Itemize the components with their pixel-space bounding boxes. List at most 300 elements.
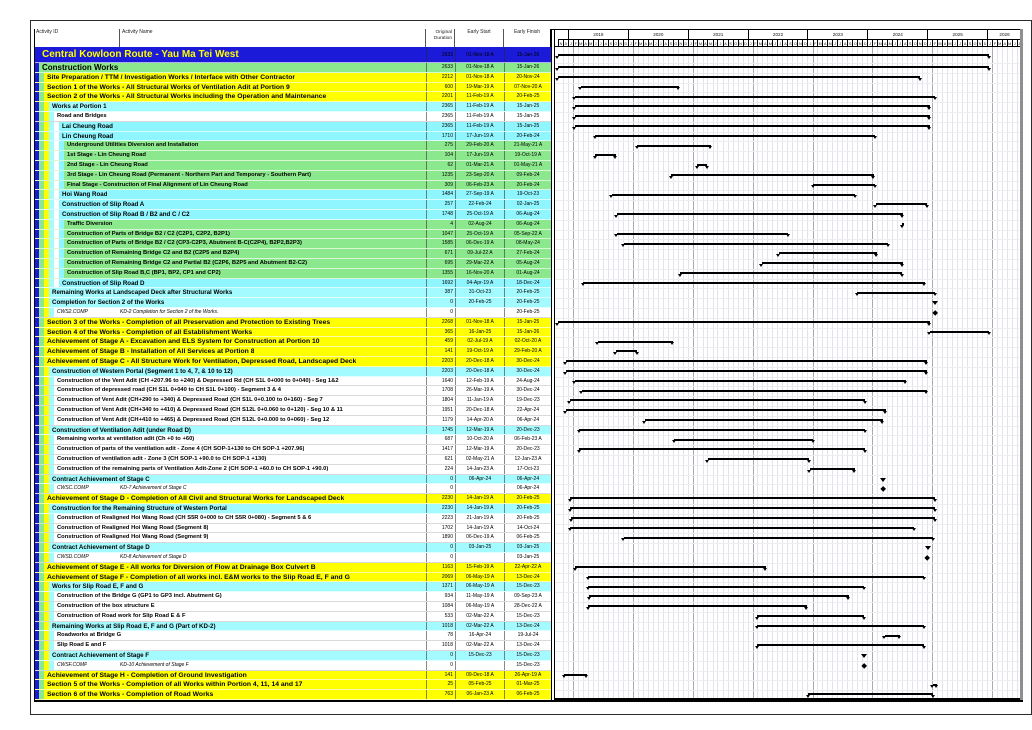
gantt-bar[interactable]	[566, 360, 927, 362]
timescale-month-label: D	[982, 39, 987, 48]
bar-start-tick	[581, 283, 585, 286]
grid-line-month	[892, 47, 893, 698]
grid-line-month	[967, 47, 968, 698]
grid-line-month	[852, 47, 853, 698]
early-finish: 06-Aug-24	[504, 210, 551, 219]
row-separator-line	[555, 386, 1020, 387]
table-row[interactable]	[34, 83, 551, 93]
timescale-month-label: N	[917, 39, 922, 48]
bar-start-tick	[563, 411, 567, 414]
wbs-level-band	[54, 210, 59, 219]
gantt-bar[interactable]	[588, 576, 924, 578]
original-duration: 2201	[426, 92, 455, 101]
table-row[interactable]	[34, 396, 551, 406]
early-finish: 01-Mar-25	[504, 680, 551, 689]
bar-finish-tick	[987, 332, 991, 335]
gantt-bar[interactable]	[575, 105, 930, 107]
timescale-month-label: J	[987, 39, 992, 48]
table-row[interactable]	[34, 435, 551, 445]
early-finish: 03-Jan-25	[504, 553, 551, 562]
early-finish: 19-Jul-24	[504, 631, 551, 640]
milestone-diamond-marker[interactable]	[924, 555, 930, 561]
gantt-bar[interactable]	[857, 292, 935, 294]
early-start: 25-Oct-19 A	[455, 210, 504, 219]
timescale-month-label: A	[762, 39, 767, 48]
wbs-name: Construction of Vent Adit (CH+290 to +340) & Depressed Road (CH S1L 0+0.100 to 0+160) - Seg 7	[57, 397, 323, 404]
gantt-bar[interactable]	[575, 125, 930, 127]
early-finish: 20-Feb-25	[504, 504, 551, 513]
table-row[interactable]	[34, 122, 551, 132]
gantt-bar[interactable]	[757, 644, 924, 646]
grid-line-month	[613, 47, 614, 698]
table-row[interactable]	[34, 553, 551, 563]
wbs-level-band	[39, 690, 44, 699]
table-row[interactable]	[34, 671, 551, 681]
table-row[interactable]	[34, 161, 551, 171]
gantt-bar[interactable]	[612, 194, 855, 196]
timescale[interactable]	[554, 29, 1023, 47]
gantt-bar[interactable]	[708, 458, 810, 460]
table-bottom-border	[34, 700, 1023, 702]
timescale-month-label: J	[713, 39, 718, 48]
early-finish: 30-Dec-24	[504, 367, 551, 376]
table-row[interactable]	[34, 337, 551, 347]
bar-start-tick	[555, 323, 559, 326]
wbs-level-band	[39, 680, 44, 689]
row-separator-line	[555, 631, 1020, 632]
table-row[interactable]	[34, 288, 551, 298]
bar-start-tick	[555, 68, 559, 71]
wbs-name: Section 1 of the Works - All Structural Works of Ventilation Adit at Portion 9	[47, 83, 290, 91]
row-separator-line	[555, 102, 1020, 103]
grid-line-month	[957, 47, 958, 698]
table-row[interactable]	[34, 475, 551, 485]
wbs-level-band	[39, 573, 44, 582]
table-row[interactable]	[34, 328, 551, 338]
grid-line-month	[977, 47, 978, 698]
row-separator-line	[555, 661, 1020, 662]
gantt-bar[interactable]	[779, 252, 877, 254]
gantt-bar[interactable]	[583, 282, 925, 284]
table-row[interactable]	[34, 661, 551, 671]
early-start: 06-May-19 A	[455, 582, 504, 591]
gantt-bar[interactable]	[674, 439, 813, 441]
table-row[interactable]	[34, 690, 551, 700]
gantt-bar[interactable]	[570, 399, 866, 401]
gantt-bar[interactable]	[757, 615, 864, 617]
table-row[interactable]	[34, 367, 551, 377]
bar-finish-tick	[987, 56, 991, 59]
table-row[interactable]	[34, 563, 551, 573]
timescale-month-label: F	[633, 39, 638, 48]
table-row[interactable]	[34, 592, 551, 602]
gantt-bar[interactable]	[680, 272, 902, 274]
gantt-bar[interactable]	[588, 586, 864, 588]
original-duration: 695	[426, 259, 455, 268]
table-row[interactable]	[34, 190, 551, 200]
bar-finish-tick	[853, 195, 857, 198]
table-row[interactable]	[34, 465, 551, 475]
grid-line-month	[1002, 47, 1003, 698]
original-duration: 257	[426, 200, 455, 209]
bar-start-tick	[577, 430, 581, 433]
table-right-border	[551, 29, 552, 700]
bar-start-tick	[572, 107, 576, 110]
early-finish: 02-Jan-25	[504, 200, 551, 209]
wbs-name: Construction of Slip Road B,C (BP1, BP2, CP1 and CP2)	[67, 269, 221, 276]
original-duration: 1235	[426, 171, 455, 180]
timescale-month-label: J	[777, 39, 782, 48]
gantt-bar[interactable]	[575, 380, 906, 382]
early-start: 21-Jan-19 A	[455, 514, 504, 523]
row-separator-line	[555, 83, 1020, 84]
early-start: 06-Jan-23 A	[455, 690, 504, 699]
early-finish: 28-Dec-22 A	[504, 602, 551, 611]
original-duration: 141	[426, 347, 455, 356]
gantt-bar[interactable]	[813, 184, 875, 186]
bar-finish-tick	[883, 411, 887, 414]
table-row[interactable]	[34, 298, 551, 308]
column-header-activity-id[interactable]: Activity ID	[34, 29, 120, 47]
bar-start-tick	[927, 332, 931, 335]
original-duration: 2223	[426, 514, 455, 523]
bar-start-tick	[695, 166, 699, 169]
table-row[interactable]	[34, 494, 551, 504]
milestone-triangle-marker[interactable]	[880, 478, 886, 482]
wbs-name: Completion for Section 2 of the Works	[52, 299, 165, 307]
row-separator-line	[555, 514, 1020, 515]
gantt-bar[interactable]	[617, 233, 788, 235]
table-row[interactable]	[34, 680, 551, 690]
wbs-level-band	[49, 445, 54, 454]
bar-finish-tick	[862, 587, 866, 590]
grid-line-month	[583, 47, 584, 698]
gantt-bar[interactable]	[930, 331, 990, 333]
original-duration: 309	[426, 181, 455, 190]
early-start: 31-Oct-23	[455, 288, 504, 297]
table-row[interactable]	[34, 92, 551, 102]
table-row[interactable]	[34, 386, 551, 396]
early-start: 01-Nov-18 A	[455, 47, 504, 62]
gantt-bar[interactable]	[624, 243, 889, 245]
table-row[interactable]	[34, 249, 551, 259]
timescale-year-label: 2021	[688, 30, 748, 39]
table-row[interactable]	[34, 573, 551, 583]
original-duration: 1702	[426, 524, 455, 533]
timescale-month-label: O	[613, 39, 618, 48]
gantt-bar[interactable]	[575, 566, 765, 568]
wbs-name: Roadworks at Bridge G	[57, 632, 122, 639]
row-separator-line	[555, 484, 1020, 485]
column-header-early-start[interactable]: Early Start	[455, 29, 504, 47]
timescale-month-label: A	[583, 39, 588, 48]
grid-line-month	[603, 47, 604, 698]
milestone-triangle-marker[interactable]	[925, 546, 931, 550]
early-finish: 07-Nov-20 A	[504, 83, 551, 92]
row-separator-line	[555, 171, 1020, 172]
bar-finish-tick	[933, 97, 937, 100]
gantt-bar[interactable]	[645, 419, 883, 421]
gantt-bar[interactable]	[617, 213, 903, 215]
gantt-bar[interactable]	[762, 262, 903, 264]
table-row[interactable]	[34, 269, 551, 279]
table-row[interactable]	[34, 230, 551, 240]
timescale-month-label: O	[912, 39, 917, 48]
row-separator-line	[555, 92, 1020, 93]
timescale-month-label: A	[1002, 39, 1007, 48]
bar-finish-tick	[922, 283, 926, 286]
table-row[interactable]	[34, 141, 551, 151]
table-row[interactable]	[34, 543, 551, 553]
bar-finish-tick	[705, 166, 709, 169]
milestone-triangle-marker[interactable]	[932, 301, 938, 305]
early-finish: 05-Aug-24	[504, 259, 551, 268]
gantt-bar[interactable]	[558, 66, 989, 68]
original-duration: 1890	[426, 533, 455, 542]
row-separator-line	[555, 73, 1020, 74]
gantt-bar[interactable]	[582, 390, 927, 392]
wbs-name: Construction of Slip Road D	[62, 279, 145, 287]
gantt-bar[interactable]	[637, 145, 710, 147]
early-finish: 17-Oct-23	[504, 465, 551, 474]
gantt-bar[interactable]	[558, 321, 930, 323]
early-start	[455, 484, 504, 493]
bar-start-tick	[586, 577, 590, 580]
table-row[interactable]	[34, 455, 551, 465]
early-start: 01-Nov-18 A	[455, 73, 504, 82]
table-row[interactable]	[34, 151, 551, 161]
table-row[interactable]	[34, 641, 551, 651]
wbs-name: 2nd Stage - Lin Cheung Road	[67, 162, 148, 168]
wbs-level-band	[49, 396, 54, 405]
grid-line-month	[887, 47, 888, 698]
gantt-bar[interactable]	[595, 135, 875, 137]
gantt-bar[interactable]	[581, 86, 679, 88]
table-row[interactable]	[34, 514, 551, 524]
original-duration: 934	[426, 592, 455, 601]
table-row[interactable]	[34, 484, 551, 494]
gantt-bar[interactable]	[579, 448, 865, 450]
gantt-bar[interactable]	[570, 527, 914, 529]
row-separator-line	[555, 524, 1020, 525]
table-row[interactable]	[34, 582, 551, 592]
timescale-month-label: D	[862, 39, 867, 48]
grid-line-month	[748, 47, 749, 698]
timescale-year-label: 2025	[927, 30, 987, 39]
grid-line-month	[807, 47, 808, 698]
gantt-bar[interactable]	[571, 517, 935, 519]
early-start: 12-Mar-19 A	[455, 445, 504, 454]
grid-line-month	[917, 47, 918, 698]
timescale-year-label: 2026	[987, 30, 1021, 39]
gantt-bar[interactable]	[566, 409, 886, 411]
wbs-name: Construction of Parts of Bridge B2 / C2 (C2P1, C2P2, B2P1)	[67, 230, 230, 237]
early-finish: 20-Feb-25	[504, 298, 551, 307]
gantt-bar[interactable]	[558, 54, 989, 56]
gantt-bar[interactable]	[575, 115, 930, 117]
row-separator-line	[555, 533, 1020, 534]
early-finish: 20-Nov-24	[504, 73, 551, 82]
row-separator-line	[555, 680, 1020, 681]
table-row[interactable]	[34, 426, 551, 436]
table-row[interactable]	[34, 416, 551, 426]
bar-start-tick	[562, 675, 566, 678]
table-row[interactable]	[34, 112, 551, 122]
timescale-month-label: S	[728, 39, 733, 48]
gantt-bar[interactable]	[588, 605, 806, 607]
wbs-level-band	[49, 602, 54, 611]
gantt-bar[interactable]	[589, 595, 848, 597]
gantt-bar[interactable]	[558, 76, 920, 78]
grid-line-year	[992, 47, 993, 698]
grid-line-month	[797, 47, 798, 698]
row-separator-line	[555, 582, 1020, 583]
wbs-level-band	[44, 426, 49, 435]
table-row[interactable]	[34, 47, 551, 63]
gantt-bar[interactable]	[624, 537, 934, 539]
gantt-bar[interactable]	[570, 497, 935, 499]
wbs-level-band	[49, 377, 54, 386]
early-finish: 20-Feb-25	[504, 308, 551, 317]
table-row[interactable]	[34, 181, 551, 191]
original-duration: 224	[426, 465, 455, 474]
table-row[interactable]	[34, 308, 551, 318]
row-separator-line	[555, 455, 1020, 456]
original-duration: 1745	[426, 426, 455, 435]
table-row[interactable]	[34, 259, 551, 269]
table-row[interactable]	[34, 102, 551, 112]
activity-id: CWSC.COMP	[57, 485, 89, 492]
timescale-year-label: 2019	[568, 30, 628, 39]
gantt-bar[interactable]	[598, 341, 673, 343]
gantt-bar[interactable]	[566, 370, 927, 372]
wbs-name: Road and Bridges	[57, 113, 107, 119]
wbs-name: Final Stage - Construction of Final Alignment of Lin Cheung Road	[67, 181, 248, 188]
gantt-bar[interactable]	[570, 507, 935, 509]
table-row[interactable]	[34, 357, 551, 367]
wbs-name: Section 3 of the Works - Completion of all Preservation and Protection to Existing Trees	[47, 318, 331, 326]
row-separator-line	[555, 563, 1020, 564]
early-finish: 20-Feb-24	[504, 132, 551, 141]
table-row[interactable]	[34, 171, 551, 181]
wbs-name: Construction of Slip Road A	[62, 201, 145, 209]
table-row[interactable]	[34, 612, 551, 622]
original-duration: 1804	[426, 396, 455, 405]
table-row[interactable]	[34, 533, 551, 543]
bar-finish-tick	[933, 509, 937, 512]
gantt-bar[interactable]	[808, 693, 933, 695]
wbs-level-band	[59, 161, 64, 170]
gantt-bar[interactable]	[876, 203, 928, 205]
table-row[interactable]	[34, 631, 551, 641]
timescale-month-label: F	[932, 39, 937, 48]
table-row[interactable]	[34, 63, 551, 73]
table-row[interactable]	[34, 377, 551, 387]
gantt-bar[interactable]	[575, 96, 936, 98]
original-duration: 78	[426, 631, 455, 640]
column-header-original-duration[interactable]: Original Duration	[426, 29, 455, 47]
table-row[interactable]	[34, 445, 551, 455]
wbs-level-band	[39, 563, 44, 572]
wbs-level-band	[49, 416, 54, 425]
table-row[interactable]	[34, 347, 551, 357]
table-row[interactable]	[34, 132, 551, 142]
grid-line-month	[743, 47, 744, 698]
original-duration: 2365	[426, 102, 455, 111]
early-start: 14-Jan-19 A	[455, 524, 504, 533]
bar-start-tick	[614, 215, 618, 218]
early-finish: 30-Dec-24	[504, 386, 551, 395]
table-row[interactable]	[34, 279, 551, 289]
table-row[interactable]	[34, 200, 551, 210]
timescale-month-label: M	[588, 39, 593, 48]
wbs-name: Achievement of Stage E - All works for Diversion of Flow at Drainage Box Culvert B	[47, 563, 316, 571]
row-separator-line	[555, 416, 1020, 417]
table-row[interactable]	[34, 406, 551, 416]
bar-finish-tick	[871, 176, 875, 179]
gantt-bar[interactable]	[757, 625, 924, 627]
wbs-level-band	[44, 582, 49, 591]
wbs-name: Lai Cheung Road	[62, 122, 113, 130]
bar-finish-tick	[613, 156, 617, 159]
timescale-month-label: M	[1007, 39, 1012, 48]
project-title: Central Kowloon Route - Yau Ma Tei West	[42, 49, 239, 60]
table-row[interactable]	[34, 73, 551, 83]
original-duration: 2069	[426, 573, 455, 582]
bar-finish-tick	[912, 528, 916, 531]
gantt-bar[interactable]	[810, 468, 855, 470]
grid-line-month	[598, 47, 599, 698]
early-start: 01-Mar-21 A	[455, 161, 504, 170]
wbs-level-band	[39, 347, 44, 356]
column-header-activity-name[interactable]: Activity Name	[120, 29, 426, 47]
table-row[interactable]	[34, 651, 551, 661]
bar-start-tick	[807, 470, 811, 473]
original-duration: 600	[426, 83, 455, 92]
table-row[interactable]	[34, 524, 551, 534]
early-finish: 15-Jan-25	[504, 318, 551, 327]
column-header-early-finish[interactable]: Early Finish	[504, 29, 551, 47]
early-start: 06-May-19 A	[455, 573, 504, 582]
gantt-bar[interactable]	[579, 429, 865, 431]
table-row[interactable]	[34, 239, 551, 249]
table-row[interactable]	[34, 622, 551, 632]
grid-line-month	[922, 47, 923, 698]
bar-start-tick	[614, 234, 618, 237]
table-row[interactable]	[34, 504, 551, 514]
grid-line-month	[772, 47, 773, 698]
grid-line-month	[733, 47, 734, 698]
timescale-month-label: O	[972, 39, 977, 48]
early-finish: 19-Oct-19 A	[504, 151, 551, 160]
table-row[interactable]	[34, 318, 551, 328]
bar-start-tick	[586, 607, 590, 610]
gantt-bar[interactable]	[671, 174, 873, 176]
early-start: 14-Apr-20 A	[455, 416, 504, 425]
wbs-name: Construction of depressed road (CH S1L 0+040 to CH S1L 0+100) - Segment 3 & 4	[57, 387, 281, 394]
table-row[interactable]	[34, 210, 551, 220]
wbs-level-band	[59, 220, 64, 229]
grid-line-month	[1012, 47, 1013, 698]
milestone-diamond-marker[interactable]	[880, 486, 886, 492]
bar-start-tick	[578, 87, 582, 90]
bar-start-tick	[609, 195, 613, 198]
timescale-month-label: A	[962, 39, 967, 48]
table-row[interactable]	[34, 220, 551, 230]
milestone-triangle-marker[interactable]	[861, 654, 867, 658]
table-row[interactable]	[34, 602, 551, 612]
bar-start-tick	[855, 293, 859, 296]
